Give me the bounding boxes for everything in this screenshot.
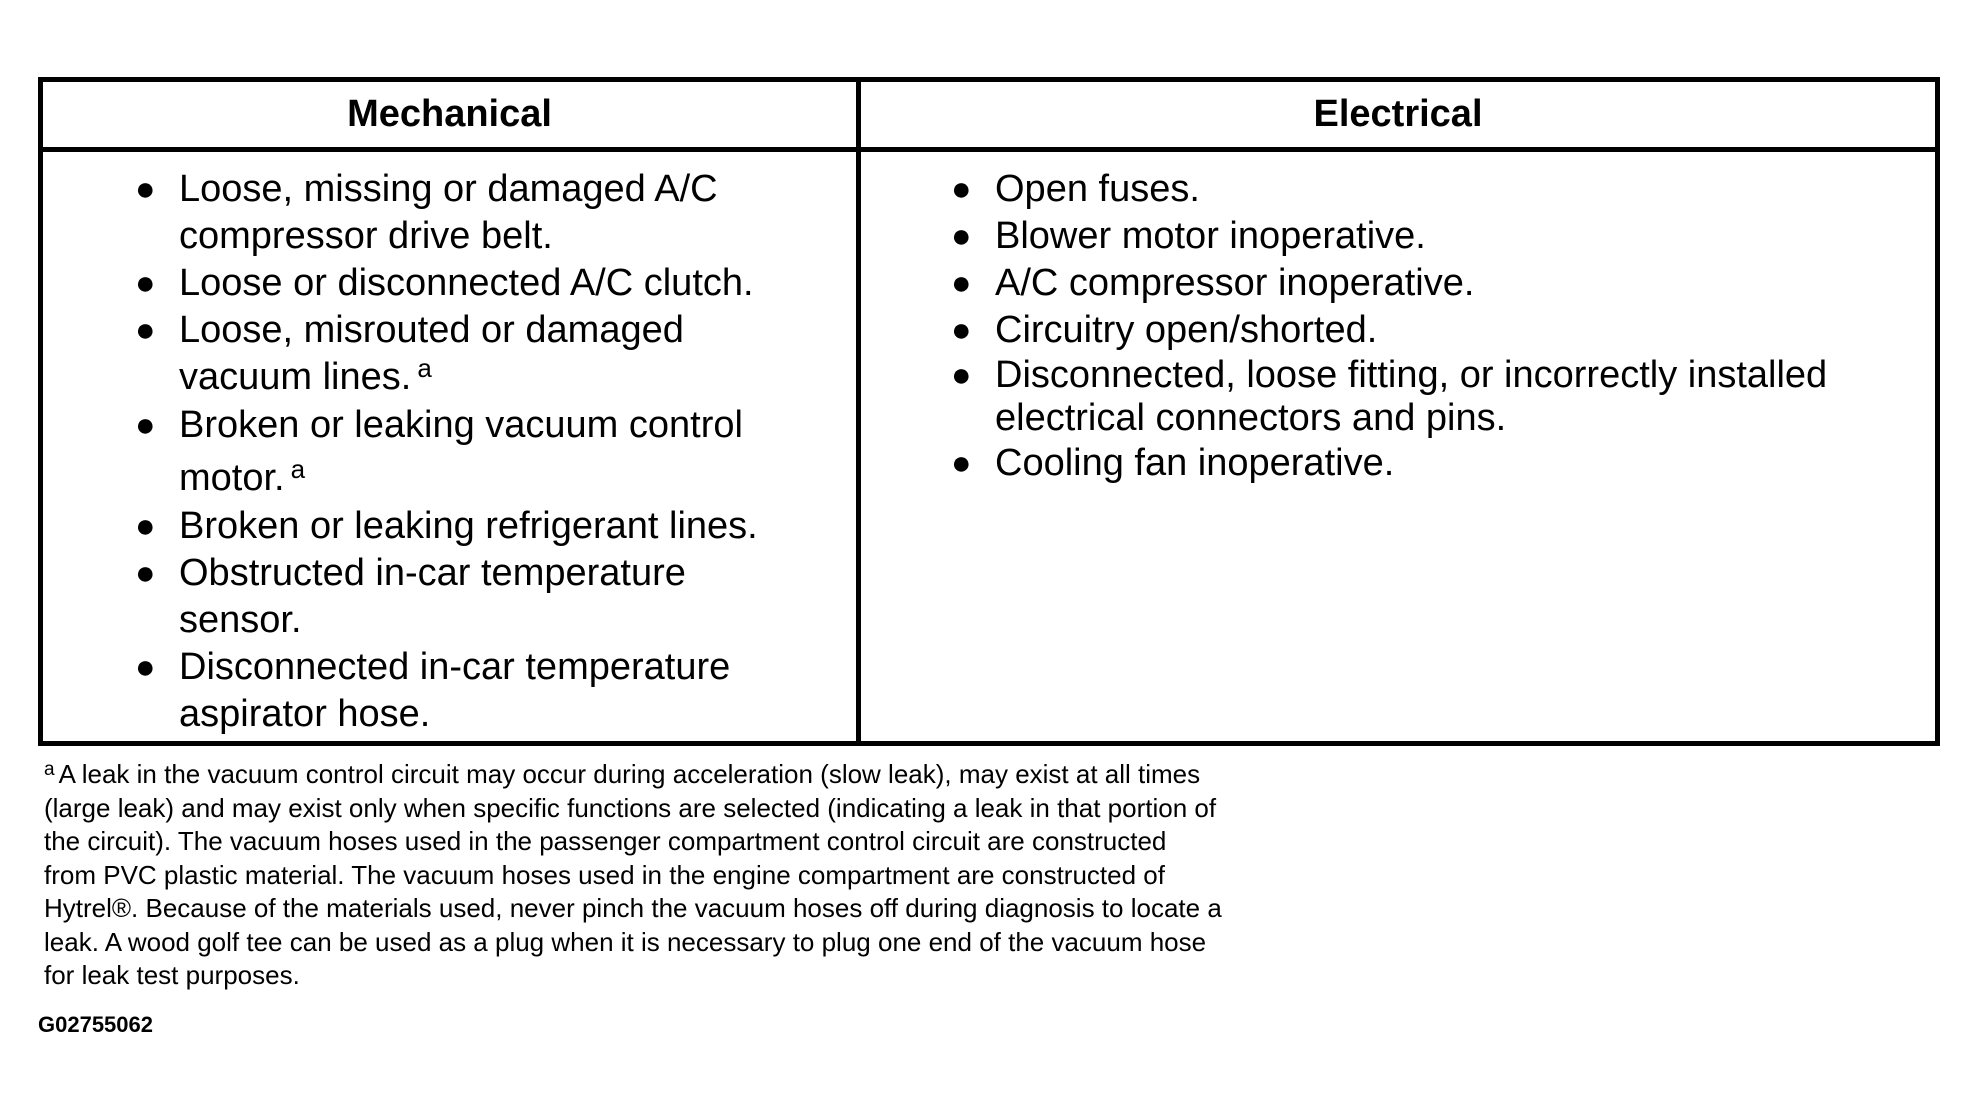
item-line: Circuitry open/shorted. <box>995 309 1378 351</box>
item-line: Disconnected in-car temperature <box>179 646 731 688</box>
figure-id: G02755062 <box>38 1012 153 1037</box>
item-line: aspirator hose. <box>179 693 431 735</box>
bullet-icon: ● <box>135 170 156 208</box>
item-line: Disconnected, loose fitting, or incorrectly installed <box>995 354 1828 396</box>
list-item <box>861 166 1935 213</box>
column-header-mechanical <box>43 82 861 152</box>
footnote-mark: a <box>44 759 55 780</box>
footnote-line: Hytrel®. Because of the materials used, never pinch the vacuum hoses off during diagnosis to locate a <box>44 893 1222 923</box>
footnote-line: the circuit). The vacuum hoses used in the passenger compartment control circuit are constructed <box>44 826 1167 856</box>
footnote-line: leak. A wood golf tee can be used as a plug when it is necessary to plug one end of the vacuum hose <box>44 926 1207 957</box>
list-item <box>43 307 856 401</box>
bullet-icon: ● <box>951 170 972 208</box>
electrical-causes-list <box>861 166 1935 487</box>
bullet-icon: ● <box>135 648 156 686</box>
item-line: compressor drive belt. <box>179 215 553 257</box>
item-line: Open fuses. <box>995 168 1200 210</box>
list-item <box>861 260 1935 307</box>
footnote <box>44 758 1464 993</box>
footnote-line: (large leak) and may exist only when specific functions are selected (indicating a leak in that portion of <box>44 792 1217 823</box>
bullet-icon: ● <box>135 406 156 444</box>
item-line: motor. <box>179 457 285 499</box>
mechanical-causes-list <box>43 166 856 738</box>
item-line: Obstructed in-car temperature <box>179 552 686 594</box>
bullet-icon: ● <box>951 264 972 302</box>
footnote-line: for leak test purposes. <box>44 960 300 990</box>
electrical-causes-cell <box>861 152 1935 741</box>
list-item <box>861 307 1935 354</box>
list-item <box>43 503 856 550</box>
bullet-icon: ● <box>951 356 972 394</box>
column-header-electrical <box>861 82 1935 152</box>
column-header-label: Mechanical <box>347 93 552 135</box>
diagnosis-table <box>38 77 1940 746</box>
item-line: Loose, missing or damaged A/C <box>179 168 718 210</box>
bullet-icon: ● <box>135 311 156 349</box>
item-line: sensor. <box>179 599 302 641</box>
list-item <box>43 401 856 503</box>
footnote-mark: a <box>417 353 432 383</box>
mechanical-causes-cell <box>43 152 861 741</box>
list-item <box>861 354 1935 440</box>
list-item <box>43 166 856 260</box>
item-line: Cooling fan inoperative. <box>995 442 1395 484</box>
item-line: Loose or disconnected A/C clutch. <box>179 262 754 304</box>
list-item <box>861 440 1935 487</box>
item-line: electrical connectors and pins. <box>995 397 1507 439</box>
list-item <box>861 213 1935 260</box>
item-line: Broken or leaking vacuum control <box>179 404 743 446</box>
item-line: A/C compressor inoperative. <box>995 262 1475 304</box>
bullet-icon: ● <box>951 217 972 255</box>
bullet-icon: ● <box>135 507 156 545</box>
item-line: vacuum lines. <box>179 356 412 398</box>
item-line: Blower motor inoperative. <box>995 215 1426 257</box>
column-header-label: Electrical <box>1313 93 1483 135</box>
list-item <box>43 644 856 738</box>
bullet-icon: ● <box>951 311 972 349</box>
footnote-line: from PVC plastic material. The vacuum hoses used in the engine compartment are constructed of <box>44 859 1165 890</box>
footnote-line: A leak in the vacuum control circuit may occur during acceleration (slow leak), may exist at all times <box>58 759 1201 789</box>
item-line: Loose, misrouted or damaged <box>179 309 684 351</box>
footnote-mark: a <box>290 454 306 484</box>
item-line: Broken or leaking refrigerant lines. <box>179 505 758 547</box>
bullet-icon: ● <box>951 444 972 482</box>
bullet-icon: ● <box>135 264 156 302</box>
bullet-icon: ● <box>135 554 156 592</box>
list-item <box>43 550 856 644</box>
list-item <box>43 260 856 307</box>
